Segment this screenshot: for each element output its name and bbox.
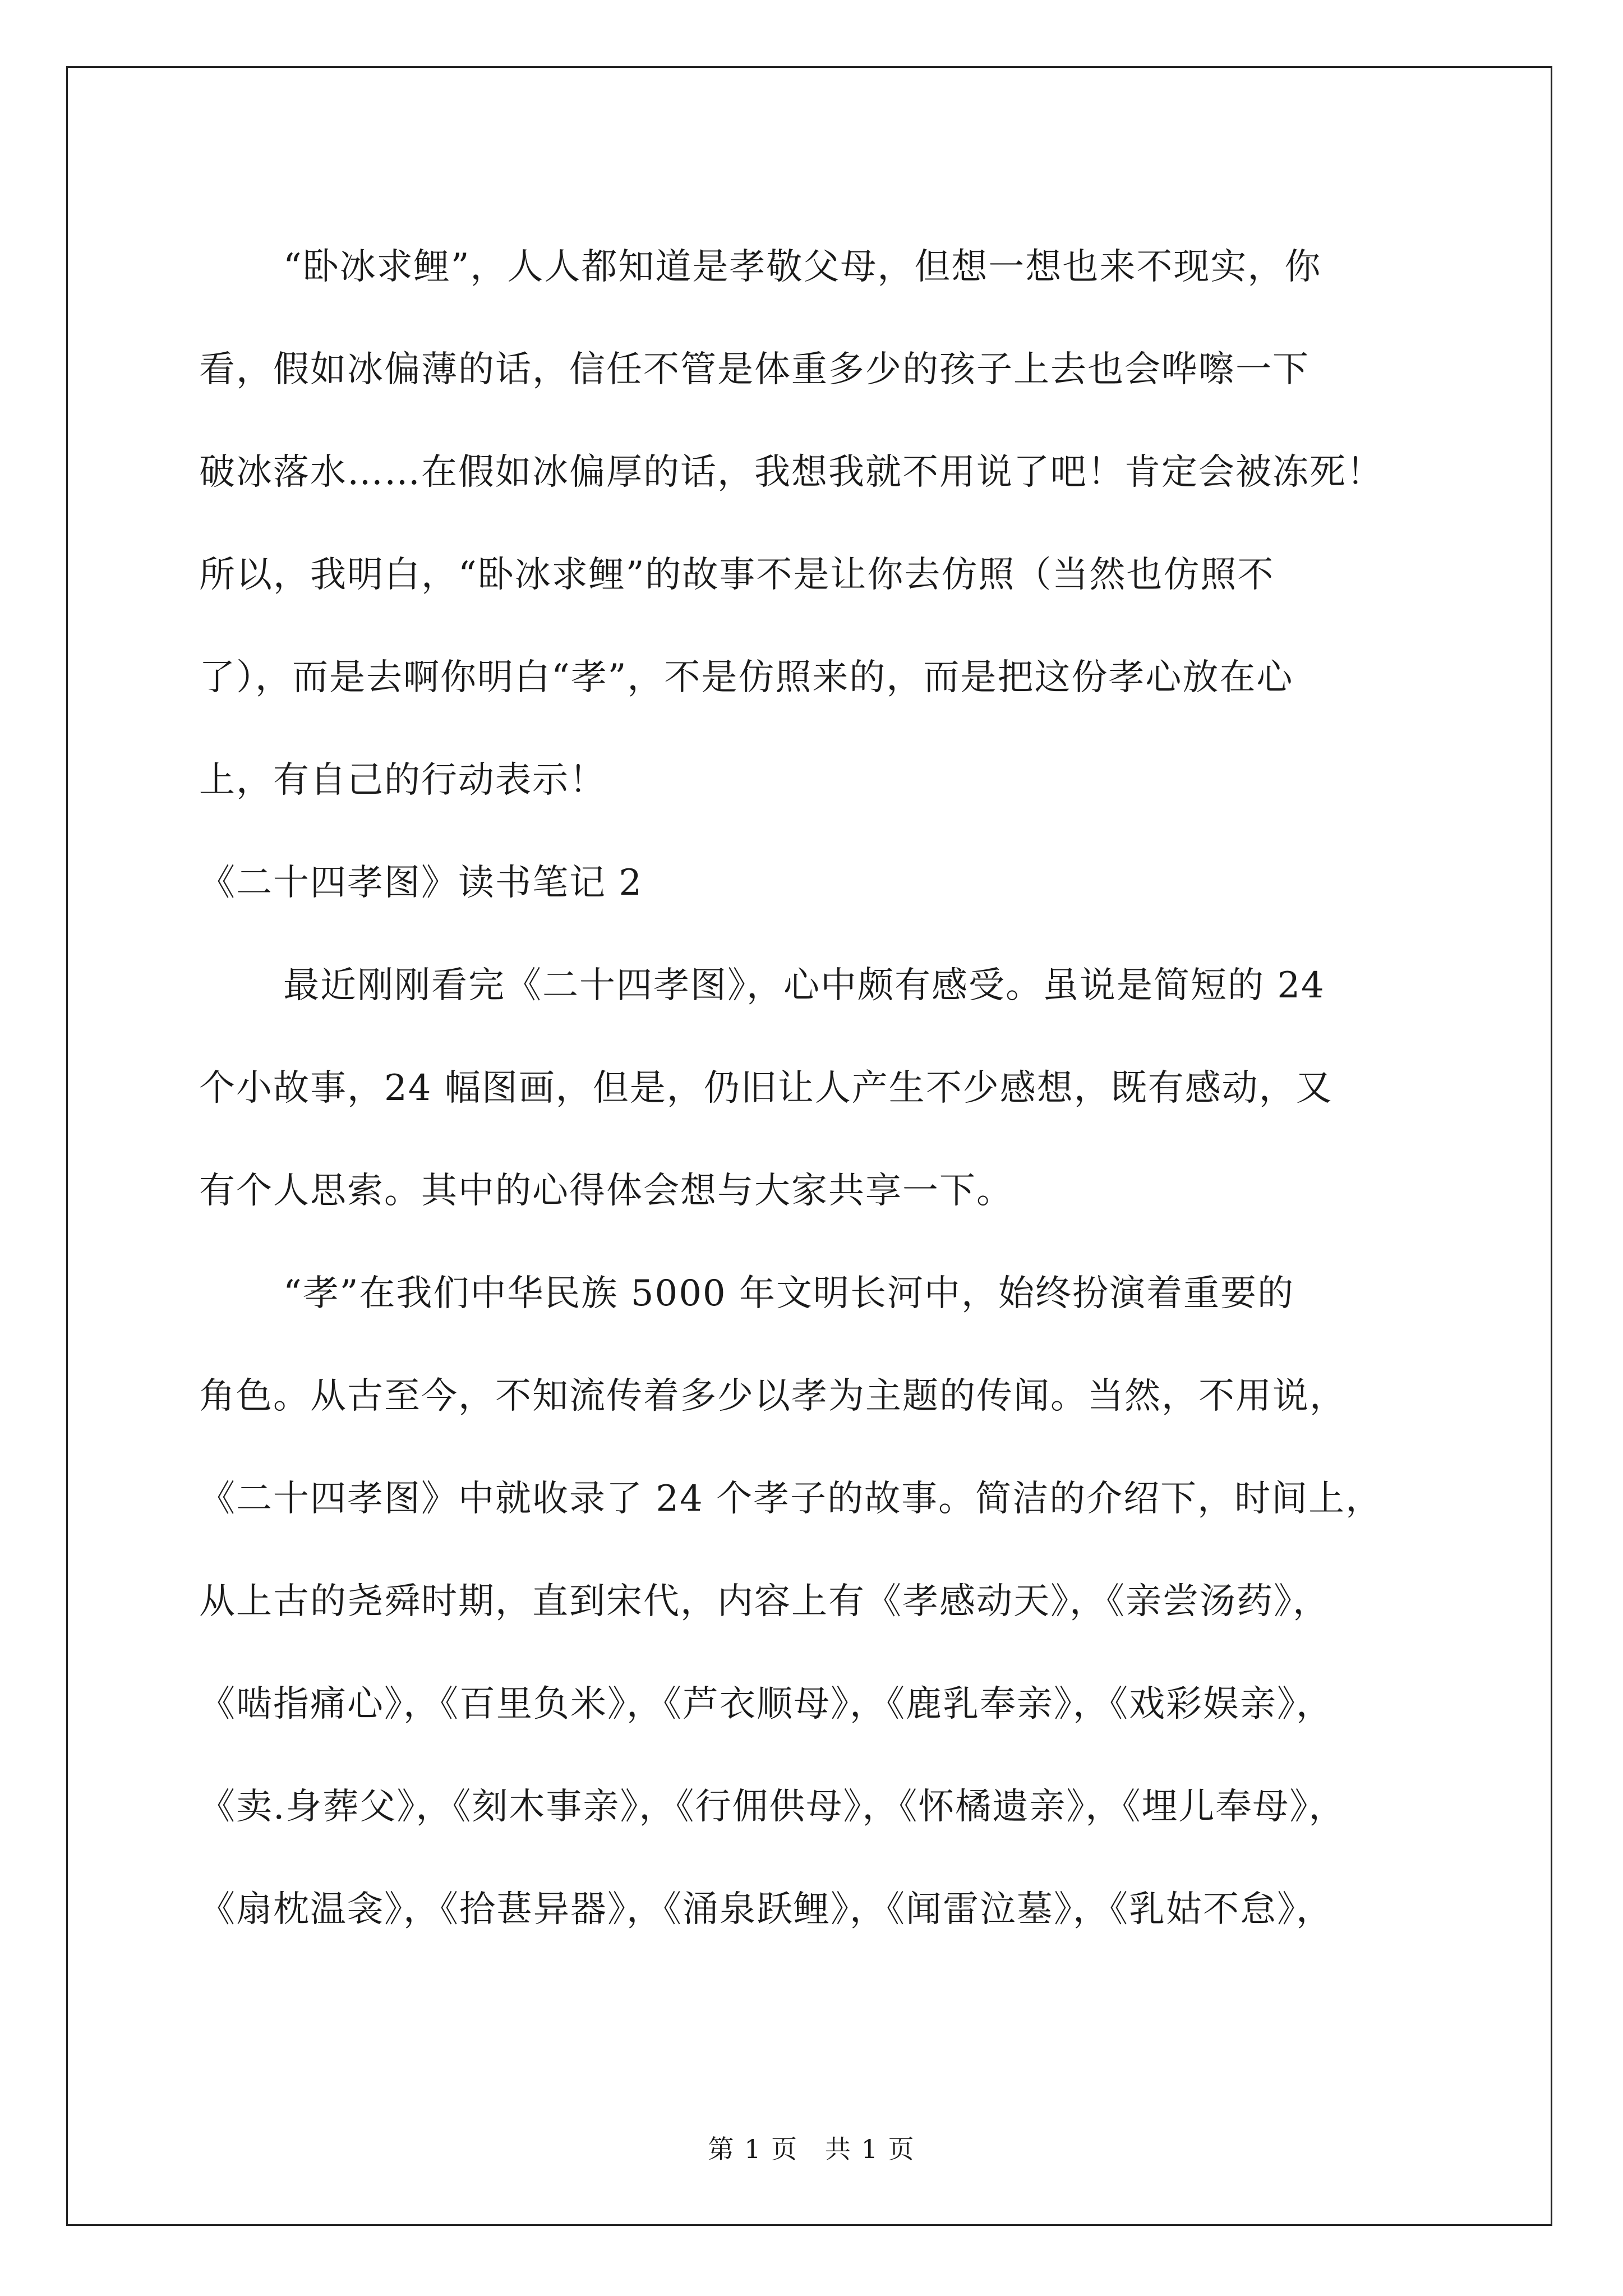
paragraph-line: 从上古的尧舜时期，直到宋代，内容上有《孝感动天》，《亲尝汤药》，	[199, 1581, 1330, 1622]
paragraph-line: 《卖.身葬父》，《刻木事亲》，《行佣供母》，《怀橘遗亲》，《埋儿奉母》，	[199, 1786, 1346, 1828]
paragraph-line: 上，有自己的行动表示！	[199, 760, 606, 801]
page-footer: 第 1 页 共 1 页	[708, 2134, 915, 2164]
paragraph-line: “孝”在我们中华民族 5000 年文明长河中，始终扮演着重要的	[283, 1273, 1294, 1314]
paragraph-line: 个小故事，24 幅图画，但是，仍旧让人产生不少感想，既有感动，又	[199, 1068, 1333, 1109]
paragraph-line: 看，假如冰偏薄的话，信任不管是体重多少的孩子上去也会哗嚓一下	[199, 349, 1310, 390]
paragraph-line: 《二十四孝图》中就收录了 24 个孝子的故事。简洁的介绍下，时间上，	[199, 1478, 1383, 1520]
paragraph-line: 了），而是去啊你明白“孝”，不是仿照来的，而是把这份孝心放在心	[199, 657, 1294, 698]
paragraph-line: 《扇枕温衾》，《拾葚异器》，《涌泉跃鲤》，《闻雷泣墓》，《乳姑不怠》，	[199, 1889, 1333, 1930]
paragraph-line: 有个人思索。其中的心得体会想与大家共享一下。	[199, 1170, 1013, 1212]
paragraph-line: 最近刚刚看完《二十四孝图》，心中颇有感受。虽说是简短的 24	[283, 965, 1325, 1006]
section-heading: 《二十四孝图》读书笔记 2	[199, 862, 643, 904]
document-body	[199, 216, 1461, 1961]
paragraph-line: 破冰落水……在假如冰偏厚的话，我想我就不用说了吧！肯定会被冻死！	[199, 452, 1384, 493]
paragraph-line: 《啮指痛心》，《百里负米》，《芦衣顺母》，《鹿乳奉亲》，《戏彩娱亲》，	[199, 1683, 1333, 1725]
paragraph-line: “卧冰求鲤”，人人都知道是孝敬父母，但想一想也来不现实，你	[283, 246, 1322, 288]
paragraph-line: 角色。从古至今，不知流传着多少以孝为主题的传闻。当然，不用说，	[199, 1375, 1347, 1417]
paragraph-line: 所以，我明白，“卧冰求鲤”的故事不是让你去仿照（当然也仿照不	[199, 554, 1275, 596]
